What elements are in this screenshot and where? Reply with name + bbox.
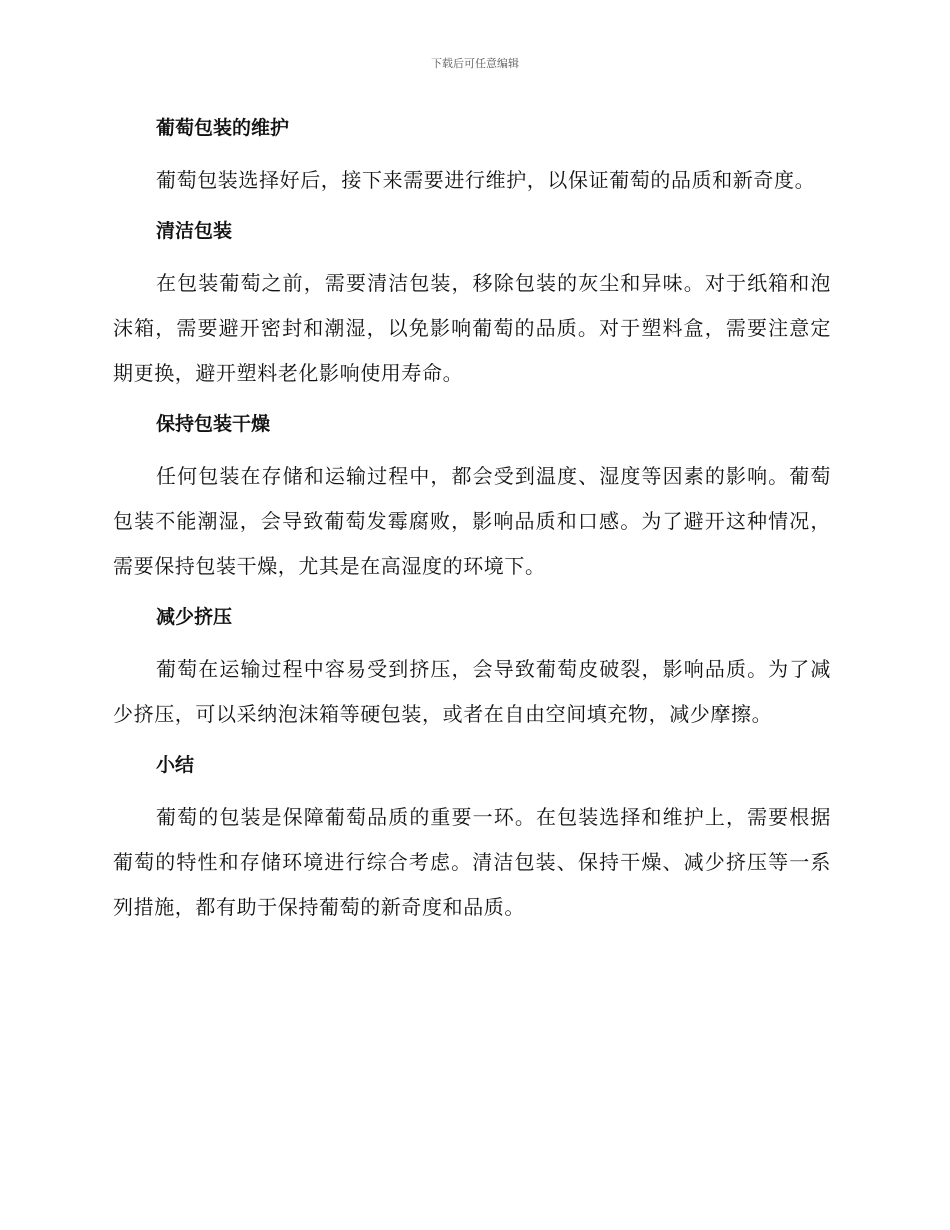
section-summary: [113, 747, 831, 930]
section-cleaning: [113, 213, 831, 406]
section-paragraph: 葡萄在运输过程中容易受到挤压，会导致葡萄皮破裂，影响品质。为了减少挤压，可以采纳泡沫箱等硬包装，或者在自由空间填充物，减少摩擦。: [113, 657, 831, 726]
section-maintenance: [113, 110, 831, 213]
section-heading: 清洁包装: [156, 220, 233, 242]
section-heading: 保持包装干燥: [156, 413, 271, 435]
document-body: [113, 110, 831, 930]
section-heading: 减少挤压: [156, 606, 233, 628]
section-heading: 葡萄包装的维护: [156, 117, 290, 139]
header-note: 下载后可任意编辑: [431, 57, 519, 70]
section-heading: 小结: [156, 754, 195, 776]
section-paragraph: 葡萄的包装是保障葡萄品质的重要一环。在包装选择和维护上，需要根据葡萄的特性和存储环境进行综合考虑。清洁包装、保持干燥、减少挤压等一系列措施，都有助于保持葡萄的新奇度和品质。: [113, 805, 831, 919]
section-paragraph: 在包装葡萄之前，需要清洁包装，移除包装的灰尘和异味。对于纸箱和泡沫箱，需要避开密封和潮湿，以免影响葡萄的品质。对于塑料盒，需要注意定期更换，避开塑料老化影响使用寿命。: [113, 271, 831, 385]
section-reduce-pressure: [113, 599, 831, 747]
section-keep-dry: [113, 406, 831, 599]
section-paragraph: 葡萄包装选择好后，接下来需要进行维护，以保证葡萄的品质和新奇度。: [156, 168, 816, 192]
section-paragraph: 任何包装在存储和运输过程中，都会受到温度、湿度等因素的影响。葡萄包装不能潮湿，会导致葡萄发霉腐败，影响品质和口感。为了避开这种情况，需要保持包装干燥，尤其是在高湿度的环境下。: [113, 464, 831, 578]
